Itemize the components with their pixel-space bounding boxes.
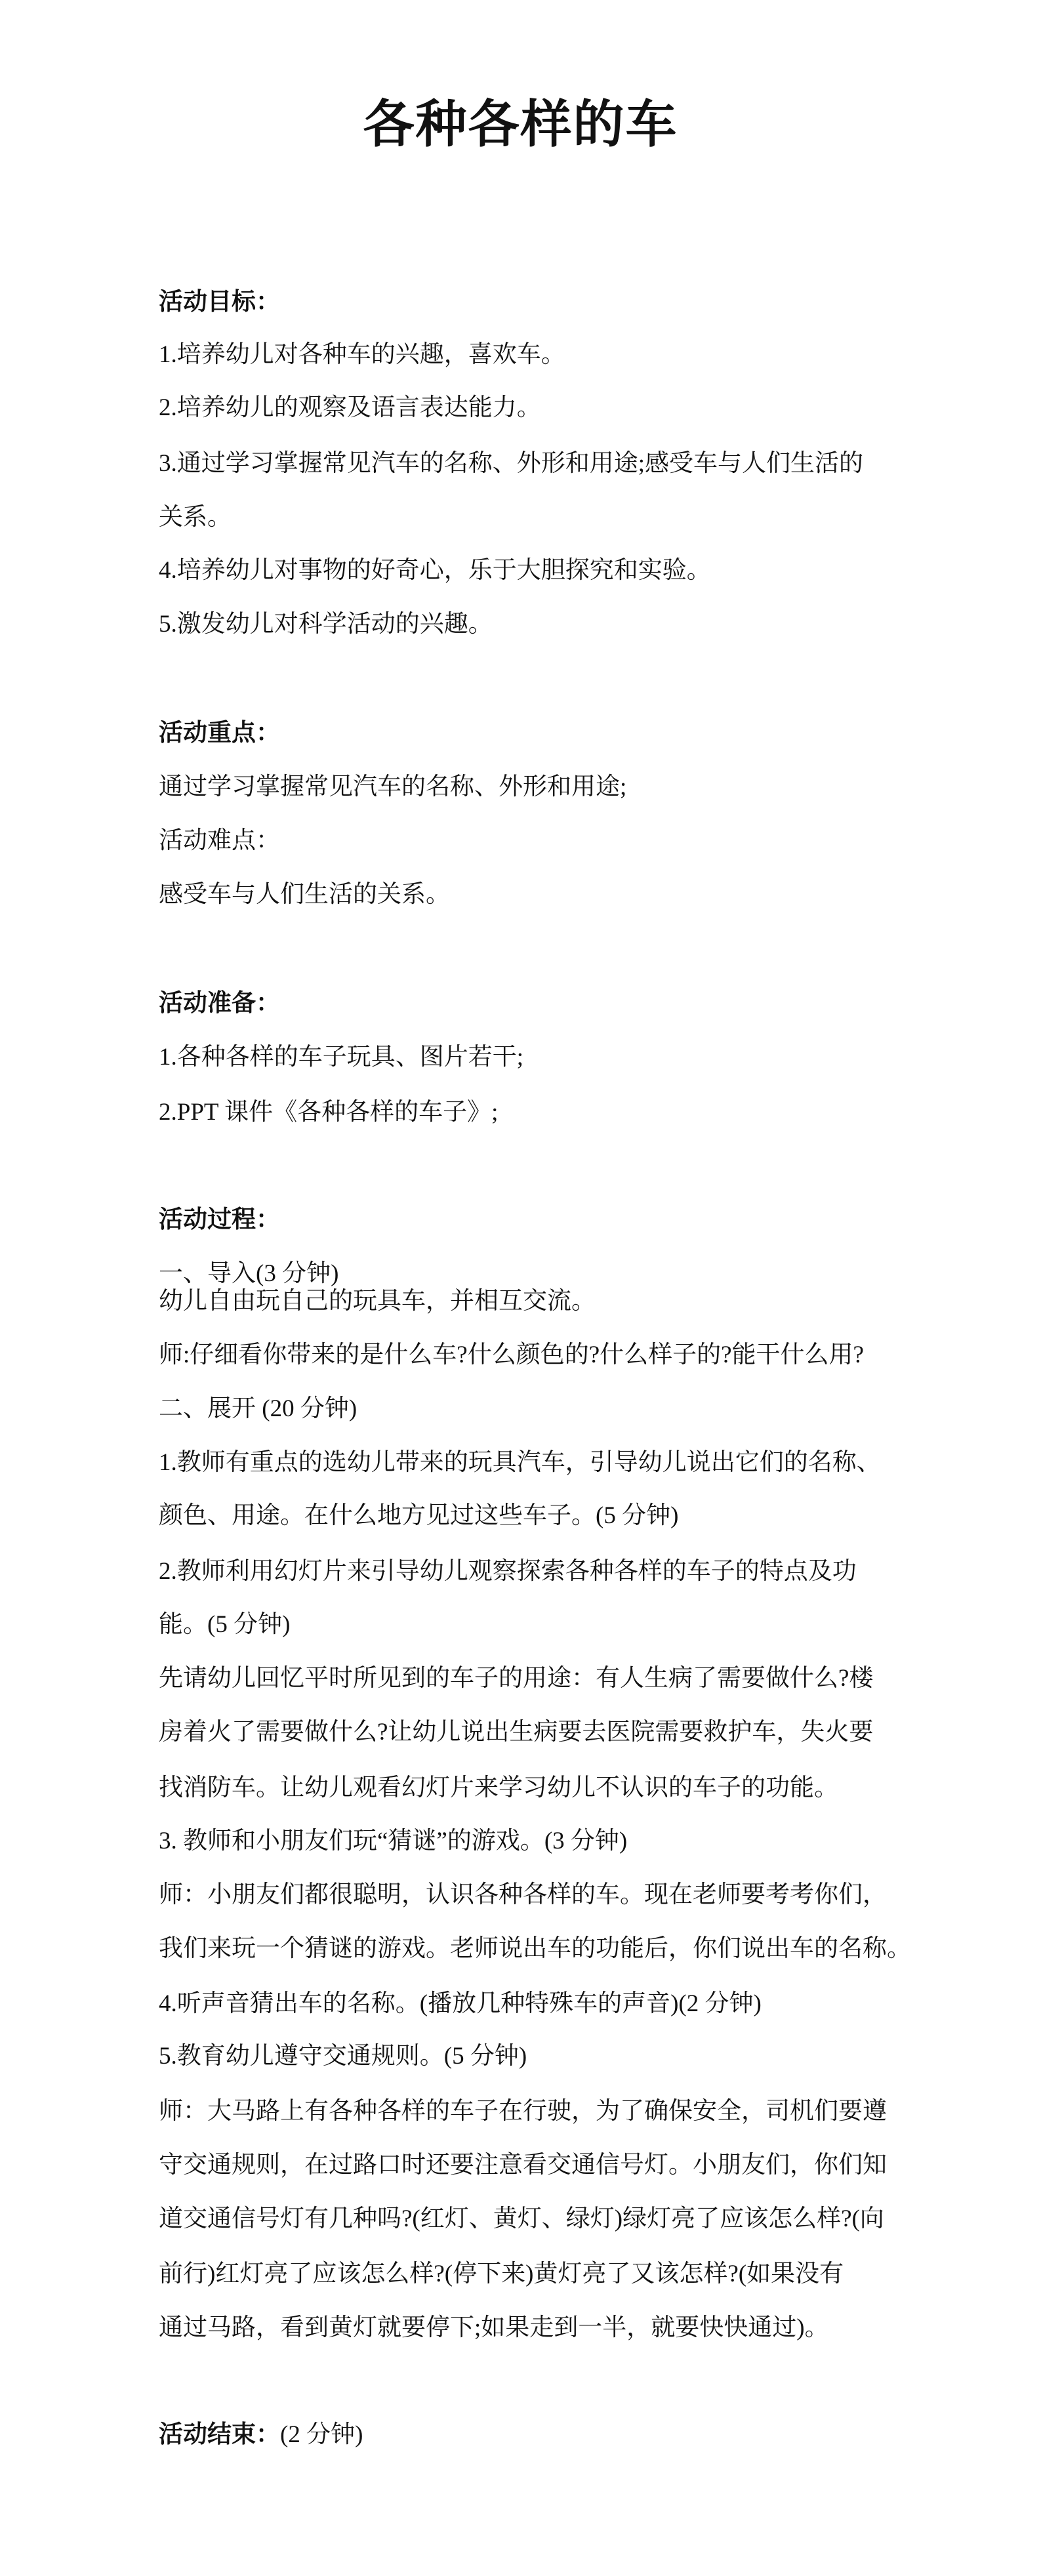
process-line: 房着火了需要做什么?让幼儿说出生病要去医院需要救护车，失火要 <box>159 1719 874 1746</box>
ending-heading: 活动结束： <box>159 2421 280 2448</box>
goals-heading: 活动目标： <box>159 289 280 316</box>
document-title: 各种各样的车 <box>363 96 678 153</box>
process-line: 1.教师有重点的选幼儿带来的玩具汽车，引导幼儿说出它们的名称、 <box>159 1449 881 1476</box>
process-line: 先请幼儿回忆平时所见到的车子的用途：有人生病了需要做什么?楼 <box>159 1665 874 1692</box>
key-points-text: 通过学习掌握常见汽车的名称、外形和用途; <box>159 773 627 800</box>
process-line: 我们来玩一个猜谜的游戏。老师说出车的功能后，你们说出车的名称。 <box>159 1935 911 1962</box>
goal-item-cont: 关系。 <box>159 504 232 531</box>
process-line: 5.教育幼儿遵守交通规则。(5 分钟) <box>159 2043 527 2070</box>
goal-item: 1.培养幼儿对各种车的兴趣，喜欢车。 <box>159 341 565 368</box>
process-line: 3. 教师和小朋友们玩“猜谜”的游戏。(3 分钟) <box>159 1828 628 1854</box>
process-line: 2.教师利用幻灯片来引导幼儿观察探索各种各样的车子的特点及功 <box>159 1558 857 1585</box>
ending-text: (2 分钟) <box>280 2421 363 2448</box>
ending-line <box>159 2419 363 2451</box>
goal-item: 5.激发幼儿对科学活动的兴趣。 <box>159 611 493 638</box>
preparation-item: 1.各种各样的车子玩具、图片若干; <box>159 1044 524 1071</box>
process-line: 师:仔细看你带来的是什么车?什么颜色的?什么样子的?能干什么用? <box>159 1341 864 1368</box>
goal-item: 3.通过学习掌握常见汽车的名称、外形和用途;感受车与人们生活的 <box>159 450 864 477</box>
process-line: 道交通信号灯有几种吗?(红灯、黄灯、绿灯)绿灯亮了应该怎么样?(向 <box>159 2205 884 2232</box>
process-line: 能。(5 分钟) <box>159 1611 291 1638</box>
process-line: 一、导入(3 分钟) <box>159 1260 339 1287</box>
process-line: 师：大马路上有各种各样的车子在行驶，为了确保安全，司机们要遵 <box>159 2098 887 2125</box>
preparation-item: 2.PPT 课件《各种各样的车子》; <box>159 1099 499 1126</box>
difficulty-heading: 活动难点： <box>159 827 280 854</box>
process-line: 幼儿自由玩自己的玩具车，并相互交流。 <box>159 1288 596 1315</box>
goal-item: 4.培养幼儿对事物的好奇心，乐于大胆探究和实验。 <box>159 557 711 584</box>
preparation-heading: 活动准备： <box>159 990 280 1017</box>
process-line: 师：小朋友们都很聪明，认识各种各样的车。现在老师要考考你们， <box>159 1881 887 1908</box>
process-line: 二、展开 (20 分钟) <box>159 1395 357 1422</box>
process-line: 颜色、用途。在什么地方见过这些车子。(5 分钟) <box>159 1502 679 1529</box>
process-line: 4.听声音猜出车的名称。(播放几种特殊车的声音)(2 分钟) <box>159 1990 762 2017</box>
process-line: 找消防车。让幼儿观看幻灯片来学习幼儿不认识的车子的功能。 <box>159 1774 838 1801</box>
process-heading: 活动过程： <box>159 1206 280 1233</box>
process-line: 前行)红灯亮了应该怎么样?(停下来)黄灯亮了又该怎样?(如果没有 <box>159 2260 844 2287</box>
process-line: 守交通规则，在过路口时还要注意看交通信号灯。小朋友们，你们知 <box>159 2152 887 2178</box>
key-points-heading: 活动重点： <box>159 720 280 746</box>
difficulty-text: 感受车与人们生活的关系。 <box>159 881 450 908</box>
goal-item: 2.培养幼儿的观察及语言表达能力。 <box>159 394 541 421</box>
process-line: 通过马路，看到黄灯就要停下;如果走到一半，就要快快通过)。 <box>159 2314 829 2341</box>
